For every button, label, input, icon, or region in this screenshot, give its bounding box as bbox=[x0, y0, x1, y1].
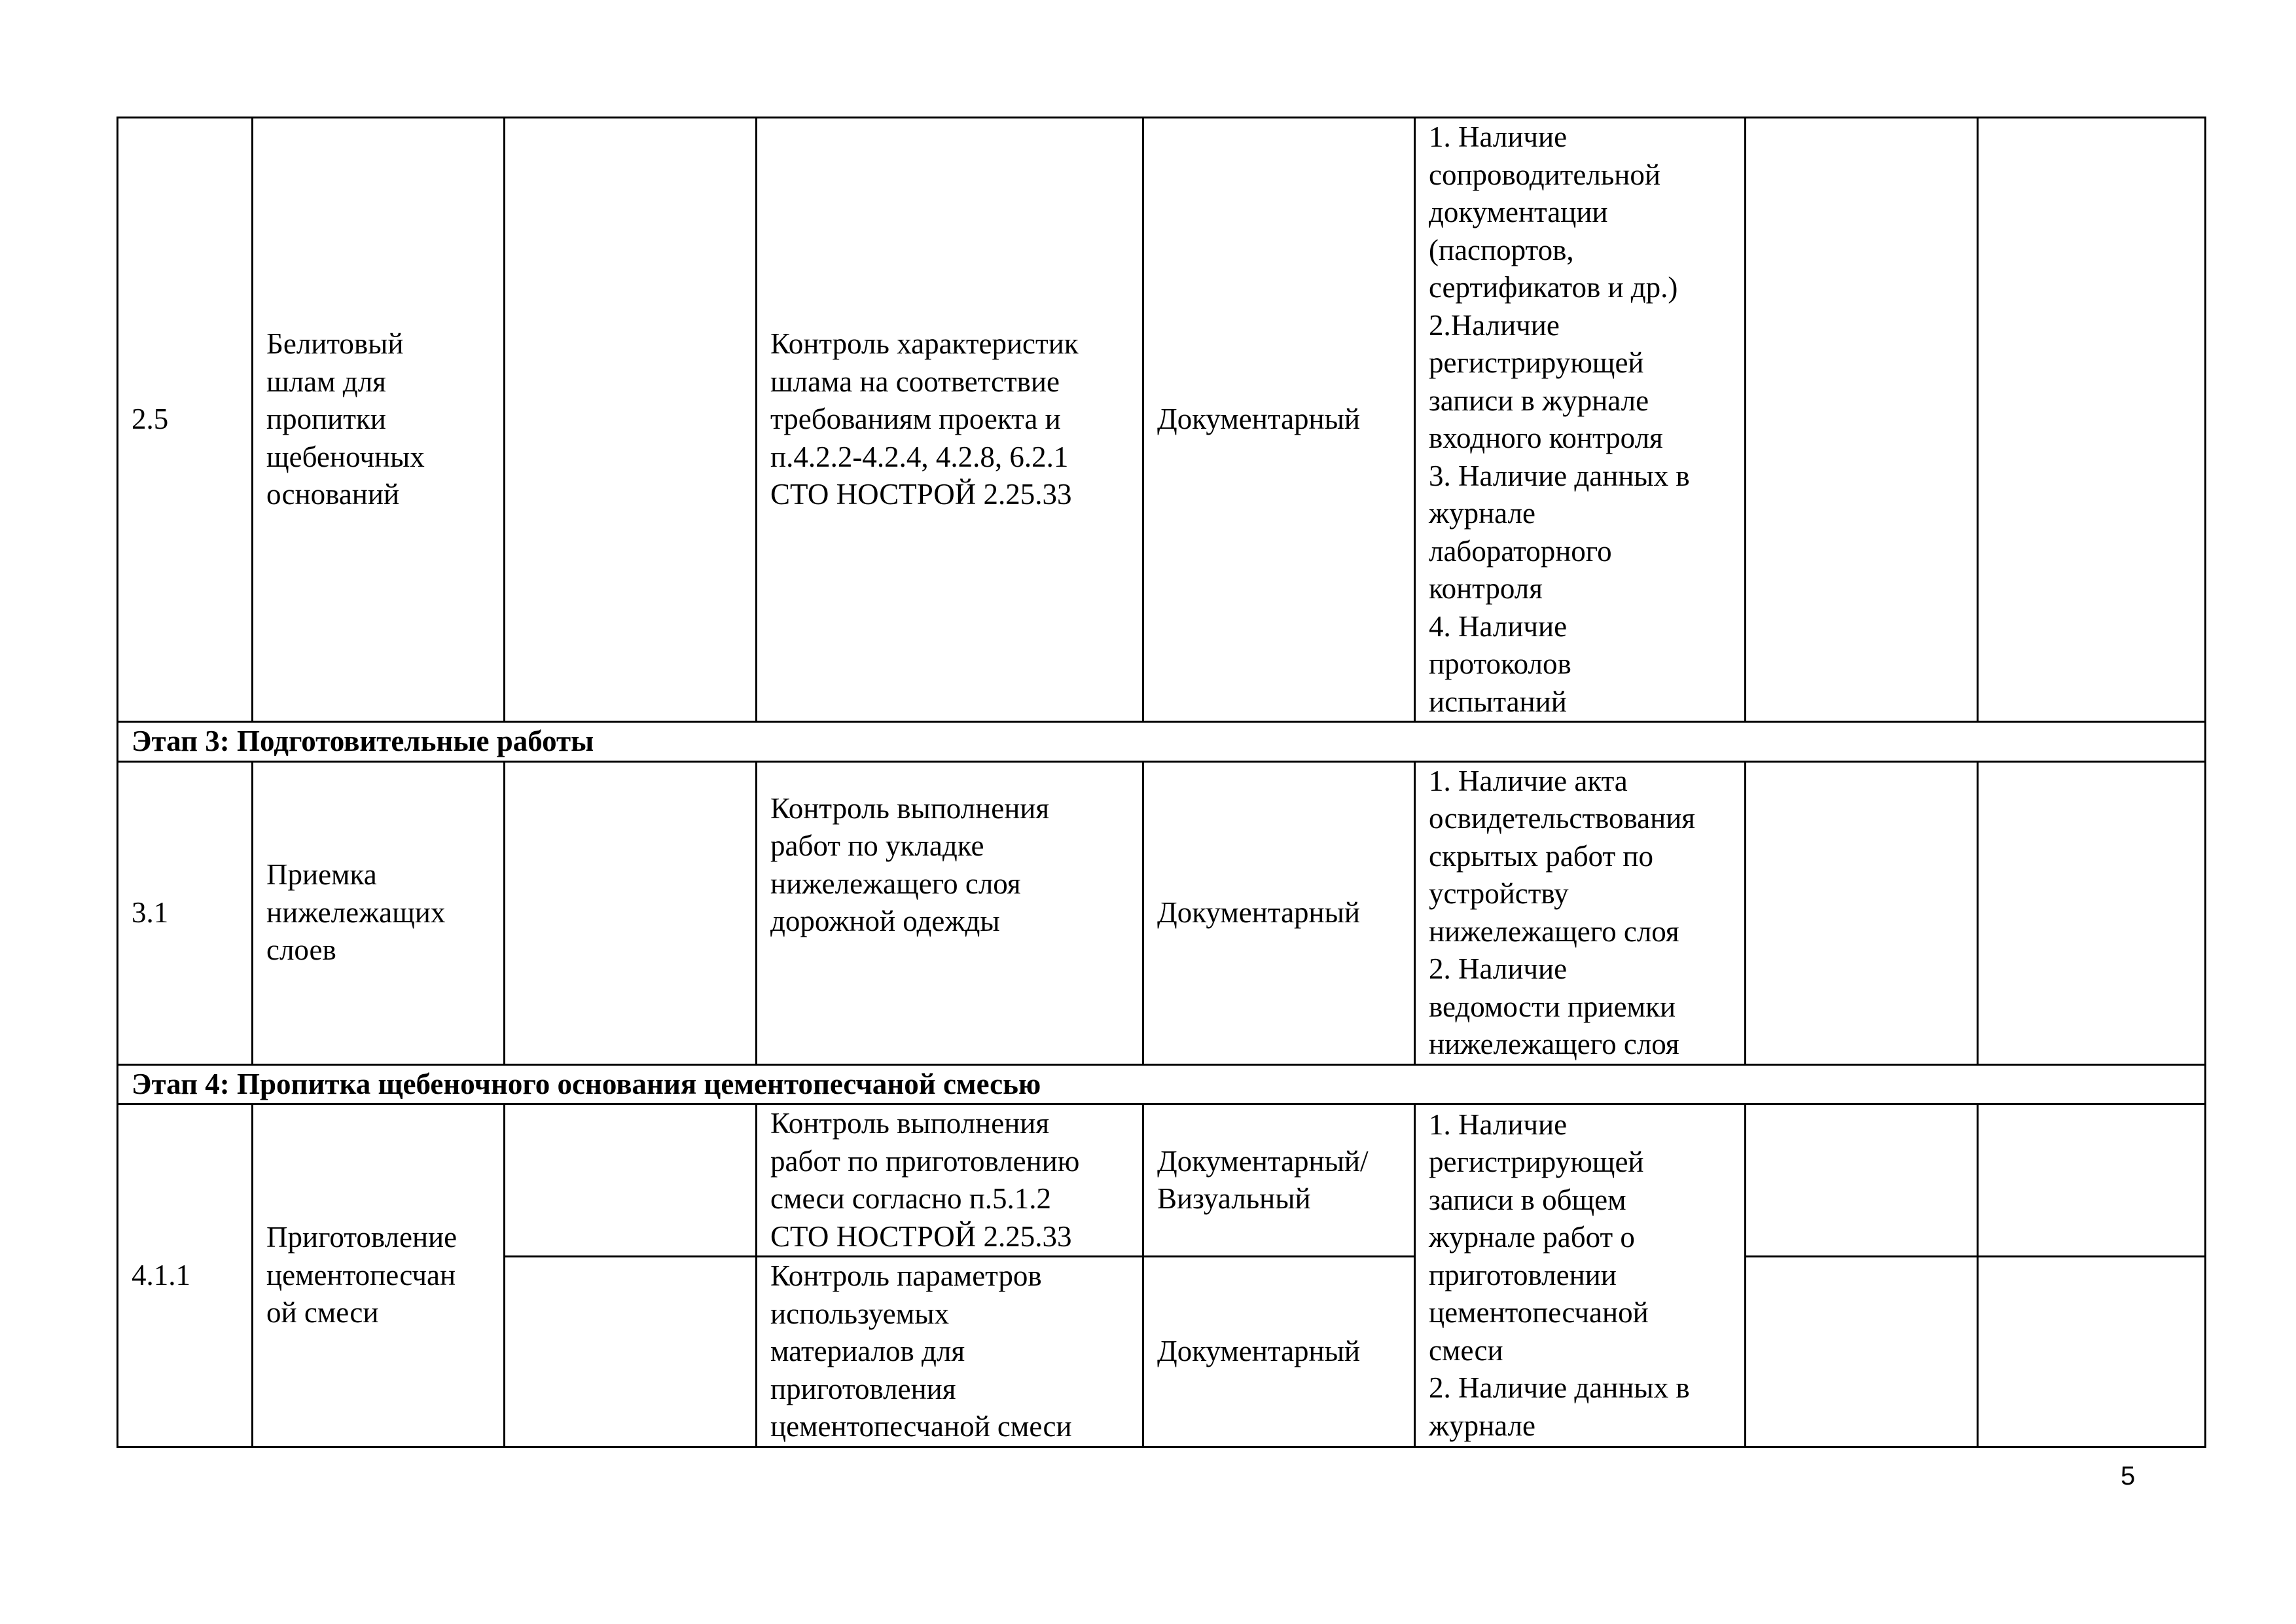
empty-cell bbox=[505, 761, 757, 1064]
control-method: Документарный bbox=[1143, 1257, 1415, 1447]
item-name: Приготовление цементопесчан ой смеси bbox=[253, 1104, 505, 1447]
required-documents: 1. Наличие регистрирующей записи в общем журнале работ о приготовлении цементопесчаной смеси 2. Наличие данных в журнале bbox=[1415, 1104, 1746, 1447]
item-name: Приемка нижележащих слоев bbox=[253, 761, 505, 1064]
table-row bbox=[118, 761, 2206, 1064]
row-number: 3.1 bbox=[118, 761, 253, 1064]
empty-cell bbox=[1978, 761, 2206, 1064]
empty-cell bbox=[1746, 118, 1978, 722]
empty-cell bbox=[1978, 118, 2206, 722]
control-method: Документарный/ Визуальный bbox=[1143, 1104, 1415, 1257]
item-name: Белитовый шлам для пропитки щебеночных оснований bbox=[253, 118, 505, 722]
table-row bbox=[118, 1104, 2206, 1257]
empty-cell bbox=[1746, 1104, 1978, 1257]
stage-heading: Этап 3: Подготовительные работы bbox=[118, 722, 2206, 762]
control-table bbox=[117, 117, 2206, 1448]
empty-cell bbox=[1978, 1257, 2206, 1447]
control-method: Документарный bbox=[1143, 118, 1415, 722]
control-description: Контроль характеристик шлама на соответствие требованиям проекта и п.4.2.2-4.2.4, 4.2.8, 6.2.1 СТО НОСТРОЙ 2.25.33 bbox=[757, 118, 1143, 722]
empty-cell bbox=[1746, 761, 1978, 1064]
empty-cell bbox=[505, 1104, 757, 1257]
row-number: 2.5 bbox=[118, 118, 253, 722]
control-description: Контроль параметров используемых материалов для приготовления цементопесчаной смеси bbox=[757, 1257, 1143, 1447]
control-description: Контроль выполнения работ по приготовлению смеси согласно п.5.1.2 СТО НОСТРОЙ 2.25.33 bbox=[757, 1104, 1143, 1257]
page-number: 5 bbox=[2121, 1462, 2136, 1490]
stage-row bbox=[118, 1064, 2206, 1104]
control-method: Документарный bbox=[1143, 761, 1415, 1064]
empty-cell bbox=[1978, 1104, 2206, 1257]
row-number: 4.1.1 bbox=[118, 1104, 253, 1447]
empty-cell bbox=[505, 1257, 757, 1447]
empty-cell bbox=[1746, 1257, 1978, 1447]
required-documents: 1. Наличие сопроводительной документации (паспортов, сертификатов и др.) 2.Наличие регистрирующей записи в журнале входного контроля 3. Наличие данных в журнале лабораторного контроля 4. Наличие протоколов испытаний bbox=[1415, 118, 1746, 722]
required-documents: 1. Наличие акта освидетельствования скрытых работ по устройству нижележащего слоя 2. Наличие ведомости приемки нижележащего слоя bbox=[1415, 761, 1746, 1064]
stage-heading: Этап 4: Пропитка щебеночного основания цементопесчаной смесью bbox=[118, 1064, 2206, 1104]
empty-cell bbox=[505, 118, 757, 722]
control-description: Контроль выполнения работ по укладке нижележащего слоя дорожной одежды bbox=[757, 761, 1143, 1064]
table-row bbox=[118, 118, 2206, 722]
stage-row bbox=[118, 722, 2206, 762]
